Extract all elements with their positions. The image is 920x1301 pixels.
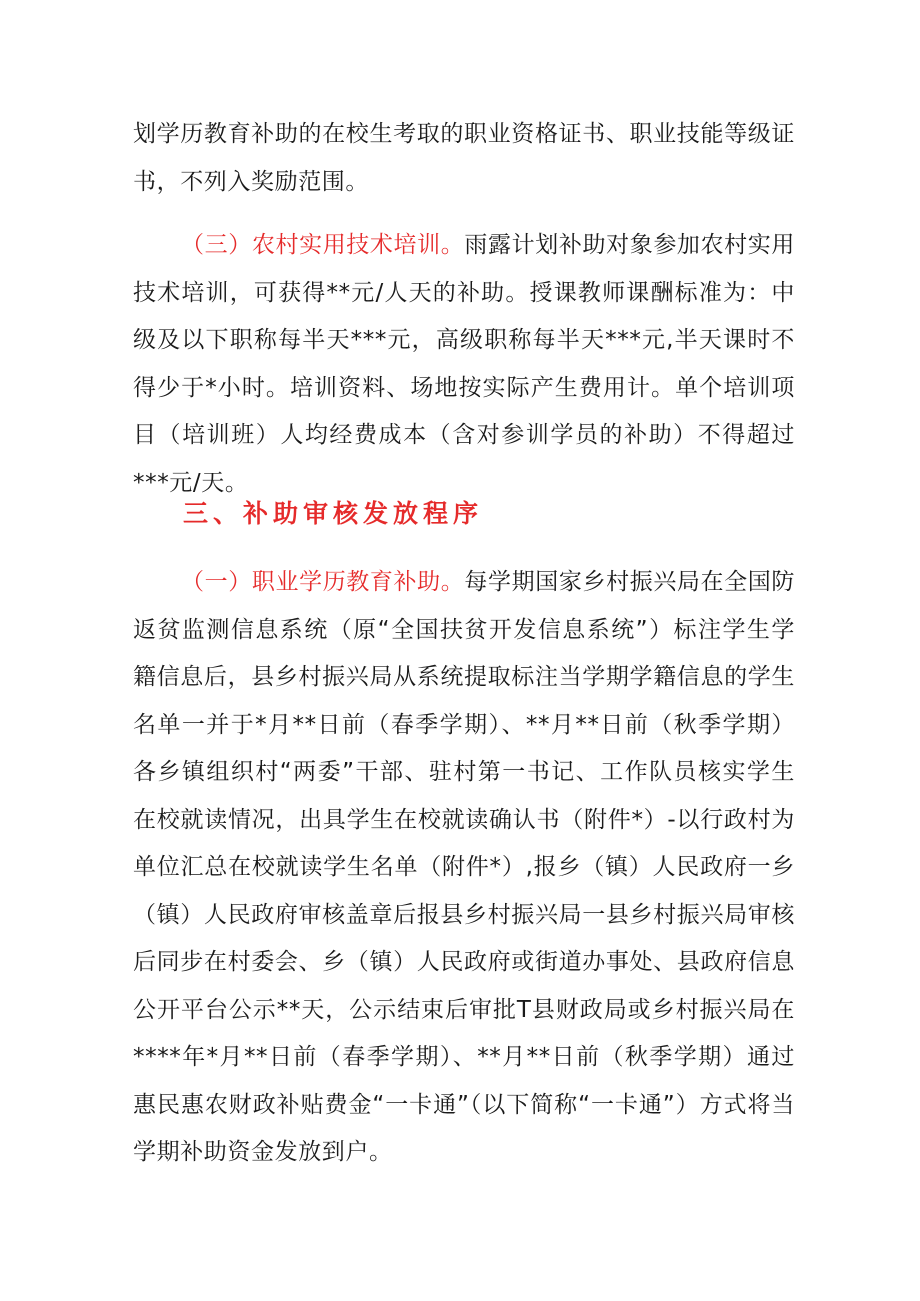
paragraph-rural-training: [133, 222, 795, 507]
paragraph-vocational-subsidy: [133, 559, 795, 1177]
paragraph-text: 雨露计划补助对象参加农村实用技术培训，可获得**元/人天的补助。授课教师课酬标准为：中级及以下职称每半天***元，高级职称每半天***元,半天课时不得少于*小时。培训资料、场地按实际产生费用计。单个培训项目（培训班）人均经费成本（含对参训学员的补助）不得超过***元/天。: [133, 232, 795, 496]
paragraph-text: 划学历教育补助的在校生考取的职业资格证书、职业技能等级证书，不列入奖励范围。: [133, 121, 795, 195]
section-lead-3: （三）农村实用技术培训。: [181, 232, 465, 258]
section-heading-procedure: 三、补助审核发放程序: [183, 499, 484, 528]
paragraph-text: 每学期国家乡村振兴局在全国防返贫监测信息系统（原“全国扶贫开发信息系统”）标注学生学籍信息后，县乡村振兴局从系统提取标注当学期学籍信息的学生名单一并于*月**日前（春季学期）、**月**日前（秋季学期）各乡镇组织村“两委”干部、驻村第一书记、工作队员核实学生在校就读情况，出具学生在校就读确认书（附件*）-以行政村为单位汇总在校就读学生名单（附件*）,报乡（镇）人民政府一乡（镇）人民政府审核盖章后报县乡村振兴局一县乡村振兴局审核后同步在村委会、乡（镇）人民政府或街道办事处、县政府信息公开平台公示**天，公示结束后审批T县财政局或乡村振兴局在****年*月**日前（春季学期）、**月**日前（秋季学期）通过惠民惠农财政补贴费金“一卡通”（以下简称“一卡通”）方式将当学期补助资金发放到户。: [133, 569, 795, 1165]
section-lead-1: （一）职业学历教育补助。: [181, 569, 465, 595]
paragraph-continuation: [133, 111, 795, 206]
